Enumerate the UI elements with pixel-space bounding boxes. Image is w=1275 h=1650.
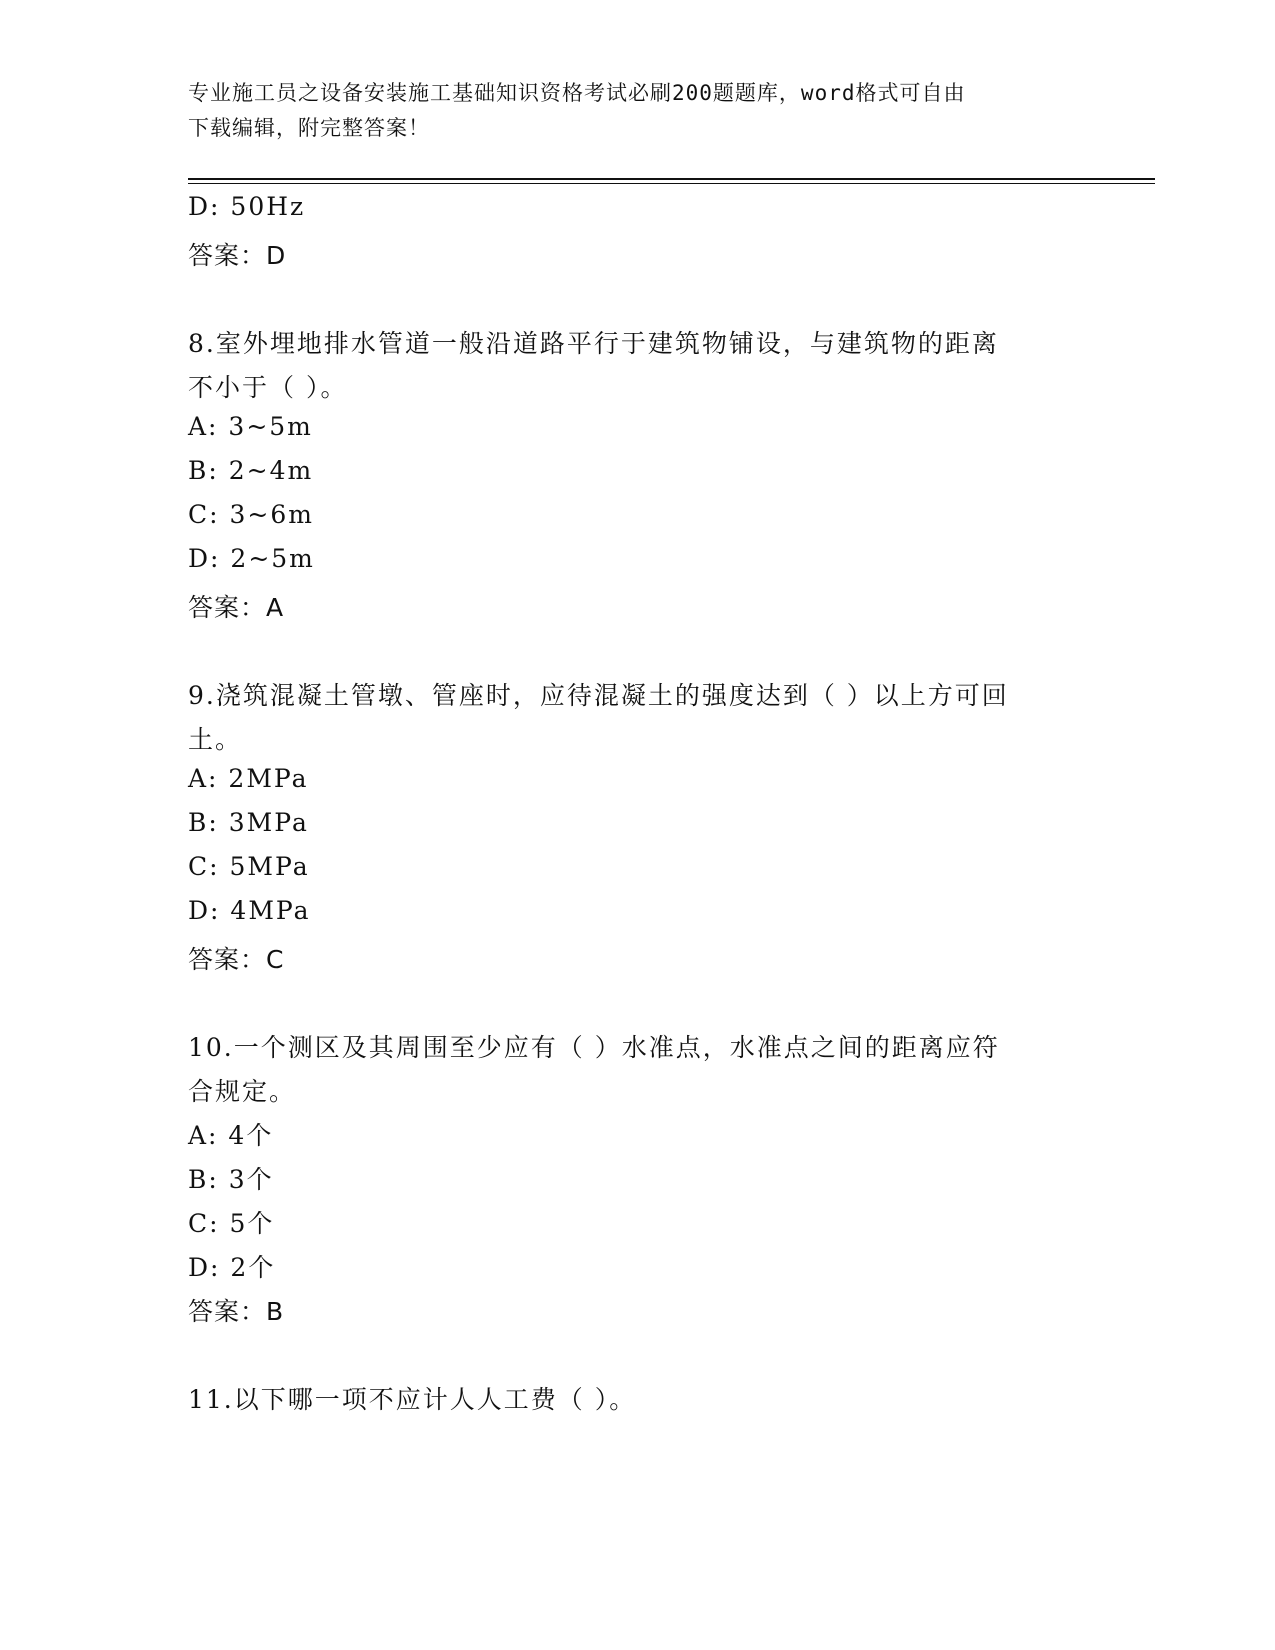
- q9-stem-line-1: 9.浇筑混凝土管墩、管座时，应待混凝土的强度达到（ ）以上方可回: [188, 681, 1009, 710]
- q8-option-c: C: 3~6m: [188, 500, 314, 529]
- q10-stem-line-2: 合规定。: [188, 1077, 297, 1106]
- q8-stem-line-2: 不小于（ ）。: [188, 373, 348, 402]
- header-divider-thin: [188, 183, 1155, 184]
- q8-option-b: B: 2~4m: [188, 456, 314, 485]
- q9-answer: 答案：C: [188, 945, 285, 974]
- q8-option-a: A: 3~5m: [188, 412, 313, 441]
- header-line-2: 下载编辑，附完整答案！: [188, 116, 430, 140]
- q8-option-d: D: 2~5m: [188, 544, 315, 573]
- q10-option-d: D: 2个: [188, 1253, 276, 1282]
- prev-answer: 答案：D: [188, 241, 287, 270]
- q8-answer: 答案：A: [188, 593, 285, 622]
- q10-stem-line-1: 10.一个测区及其周围至少应有（ ）水准点，水准点之间的距离应符: [188, 1033, 1000, 1062]
- q10-option-b: B: 3个: [188, 1165, 274, 1194]
- q8-stem-line-1: 8.室外埋地排水管道一般沿道路平行于建筑物铺设，与建筑物的距离: [188, 329, 999, 358]
- q11-stem-line-1: 11.以下哪一项不应计人人工费（ ）。: [188, 1385, 637, 1414]
- q10-option-c: C: 5个: [188, 1209, 275, 1238]
- document-header: [188, 76, 1088, 146]
- header-divider-thick: [188, 178, 1155, 180]
- q9-stem-line-2: 土。: [188, 725, 243, 754]
- q9-option-c: C: 5MPa: [188, 852, 310, 881]
- q10-option-a: A: 4个: [188, 1121, 274, 1150]
- q9-option-d: D: 4MPa: [188, 896, 311, 925]
- header-line-1: 专业施工员之设备安装施工基础知识资格考试必刷200题题库，word格式可自由: [188, 81, 966, 105]
- prev-option-d: D: 50Hz: [188, 192, 306, 221]
- q9-option-b: B: 3MPa: [188, 808, 309, 837]
- q9-option-a: A: 2MPa: [188, 764, 309, 793]
- q10-answer: 答案：B: [188, 1297, 285, 1326]
